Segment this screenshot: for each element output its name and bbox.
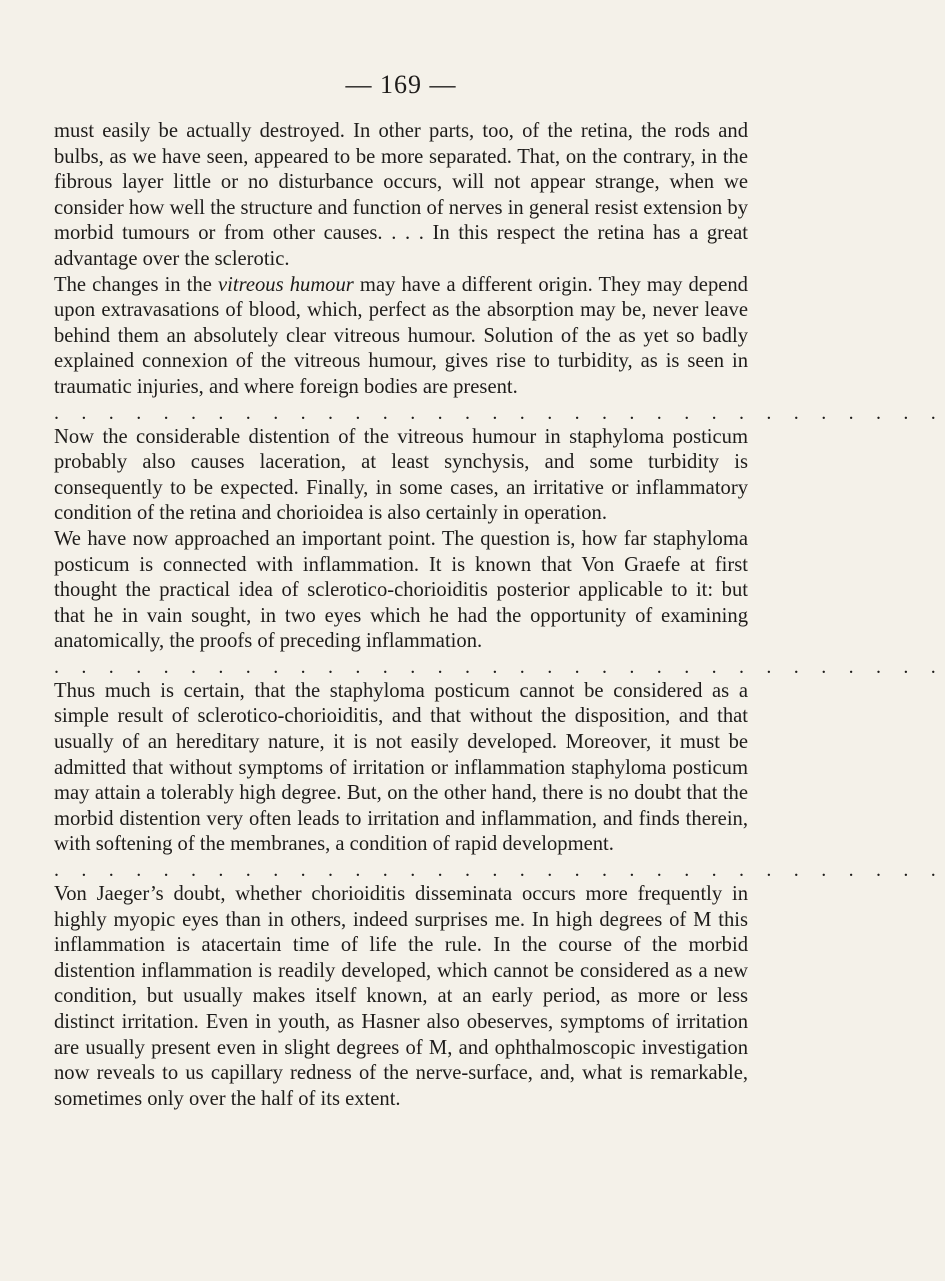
paragraph-2-text-after: may have a different origin. They may depend upon extravasations of blood, which, perfect as the absorption may be, never leave behind them an absolutely clear vitreous humour. Solution of the as yet so badly explained connexion of the vitreous humour, gives rise to turbidity, as is seen in traumatic injuries, and where foreign bodies are present.	[54, 273, 748, 398]
paragraph-1: must easily be actually destroyed. In other parts, too, of the retina, the rods and bulbs, as we have seen, appeared to be more separated. That, on the contrary, in the fibrous layer little or no disturbance occurs, will not appear strange, when we consider how well the structure and function of nerves in general resist extension by morbid tumours or from other causes. . . . In this respect the retina has a great advantage over the sclerotic.	[54, 120, 748, 270]
ellipsis-separator-2: . . . . . . . . . . . . . . . . . . . . . . . . . . . . . . . . .	[54, 655, 945, 678]
paragraph-2-text-before: The changes in the	[54, 273, 219, 296]
paragraph-5: Thus much is certain, that the staphyloma posticum cannot be considered as a simple result of sclerotico-chorioiditis, and that without the disposition, and that usually of an hereditary nature, it is not easily developed. Moreover, it must be admitted that without symptoms of irritation or inflammation staphyloma posticum may attain a tolerably high degree. But, on the other hand, there is no doubt that the morbid distention very often leads to irritation and inflammation, and finds therein, with softening of the membranes, a condition of rapid development.	[54, 679, 748, 856]
paragraph-4: We have now approached an important point. The question is, how far staphyloma posticum is connected with inflammation. It is known that Von Graefe at first thought the practical idea of sclerotico-chorioiditis posterior applicable to it: but that he in vain sought, in two eyes which he had the opportunity of examining anatomically, the proofs of preceding inflammation.	[54, 527, 748, 653]
paragraph-2	[54, 273, 748, 401]
page-number: — 169 —	[345, 70, 457, 99]
ellipsis-separator-1: . . . . . . . . . . . . . . . . . . . . . . . . . . . . . . . . .	[54, 401, 945, 424]
ellipsis-separator-3: . . . . . . . . . . . . . . . . . . . . . . . . . . . . . . . . .	[54, 859, 945, 882]
page	[54, 70, 945, 1112]
paragraph-6: Von Jaeger’s doubt, whether chorioiditis disseminata occurs more frequently in highly myopic eyes than in others, indeed surprises me. In high degrees of M this inflammation is atacertain time of life the rule. In the course of the morbid distention inflammation is readily developed, which cannot be considered as a new condition, but usually makes itself known, at an early period, as more or less distinct irritation. Even in youth, as Hasner also obeserves, symptoms of irritation are usually present even in slight degrees of M, and ophthalmoscopic investigation now reveals to us capillary redness of the nerve-surface, and, what is remarkable, sometimes only over the half of its extent.	[54, 883, 748, 1110]
paragraph-3: Now the considerable distention of the vitreous humour in staphyloma posticum probably also causes laceration, at least synchysis, and some turbidity is consequently to be expected. Finally, in some cases, an irritative or inflammatory condition of the retina and chorioidea is also certainly in operation.	[54, 425, 748, 525]
paragraph-2-italic-term: vitreous humour	[218, 273, 354, 296]
